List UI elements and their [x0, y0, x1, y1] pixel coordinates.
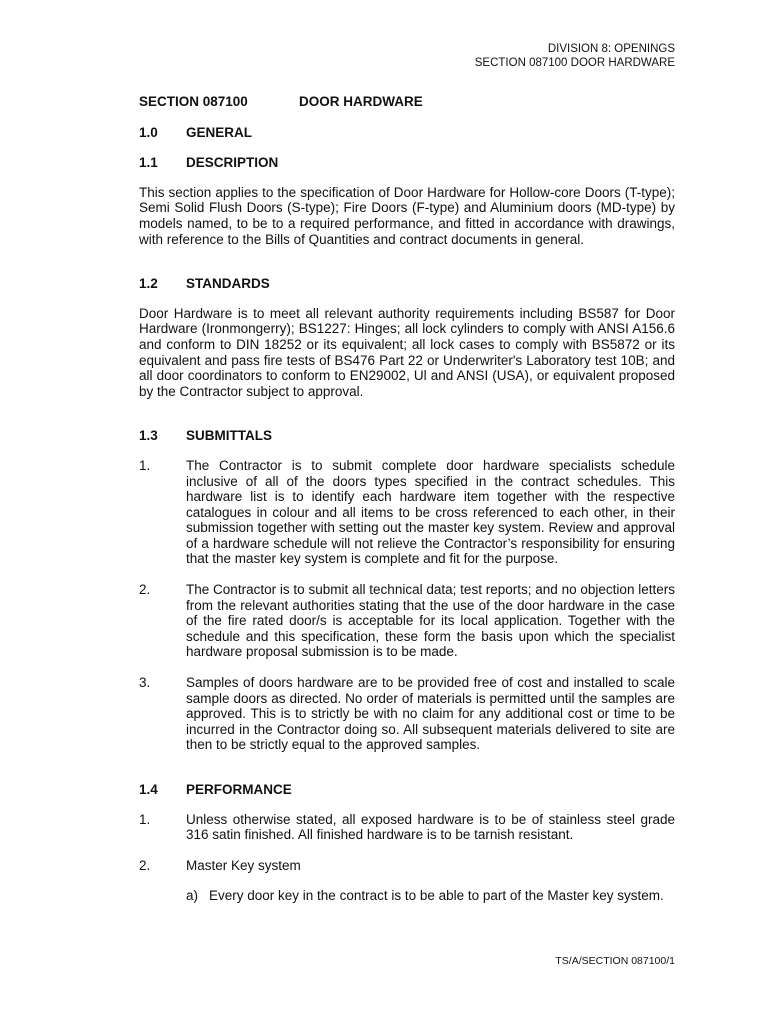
standards-paragraph: Door Hardware is to meet all relevant authority requirements including BS587 for Door Hardware (Ironmongerry); BS1227: Hinges; all lock cylinders to comply with ANSI A156.6 and conform to DIN 18252 or its equivalent; all lock cases to comply with BS5872 or its equivalent and pass fire tests of BS476 Part 22 or Underwriter's Laboratory test 10B; and all door coordinators to conform to EN29002, Ul and ANSI (USA), or equivalent proposed by the Contractor subject to approval.	[139, 305, 675, 399]
page-footer: TS/A/SECTION 087100/1	[555, 955, 675, 967]
section-number: SECTION 087100	[139, 94, 248, 109]
performance-subitem: a) Every door key in the contract is to be able to part of the Master key system.	[186, 888, 664, 904]
submittal-item: 2. The Contractor is to submit all technical data; test reports; and no objection letters from the relevant authorities stating that the use of the door hardware in the case of the fire rated door/s is acceptable for its local application. Together with the schedule and this specification, these form the basis upon which the specialist hardware proposal submission is to be made.	[139, 582, 675, 660]
header-section: SECTION 087100 DOOR HARDWARE	[474, 57, 675, 69]
heading-performance: 1.4 PERFORMANCE	[139, 782, 292, 797]
document-body	[139, 94, 675, 904]
section-name: DOOR HARDWARE	[299, 94, 423, 109]
section-title	[139, 94, 675, 110]
heading-general: 1.0 GENERAL	[139, 124, 253, 140]
performance-item: 1. Unless otherwise stated, all exposed hardware is to be of stainless steel grade 316 satin finished. All finished hardware is to be tarnish resistant.	[139, 811, 675, 843]
description-paragraph: This section applies to the specification of Door Hardware for Hollow-core Doors (T-type); Semi Solid Flush Doors (S-type); Fire Doors (F-type) and Aluminium doors (MD-type) by models named, to be to a required performance, and fitted in accordance with drawings, with reference to the Bills of Quantities and contract documents in general.	[139, 184, 675, 247]
heading-submittals: 1.3 SUBMITTALS	[139, 428, 272, 444]
submittal-item: 3. Samples of doors hardware are to be provided free of cost and installed to scale sample doors as directed. No order of materials is permitted until the samples are approved. This is to strictly be with no claim for any additional cost or time to be incurred in the Contractor doing so. All subsequent materials delivered to site are then to be strictly equal to the approved samples.	[139, 675, 675, 753]
page-header	[475, 42, 675, 70]
performance-item: 2. Master Key system	[139, 857, 301, 873]
heading-standards: 1.2 STANDARDS	[139, 276, 270, 292]
submittal-item: 1. The Contractor is to submit complete door hardware specialists schedule inclusive of all of the doors types specified in the contract schedules. This hardware list is to identify each hardware item together with the respective catalogues in colour and all items to be cross referenced to each other, in their submission together with setting out the master key system. Review and approval of a hardware schedule will not relieve the Contractor’s responsibility for ensuring that the master key system is complete and fit for the purpose.	[139, 457, 675, 567]
heading-description: 1.1 DESCRIPTION	[139, 155, 279, 171]
header-division: DIVISION 8: OPENINGS	[547, 43, 675, 55]
